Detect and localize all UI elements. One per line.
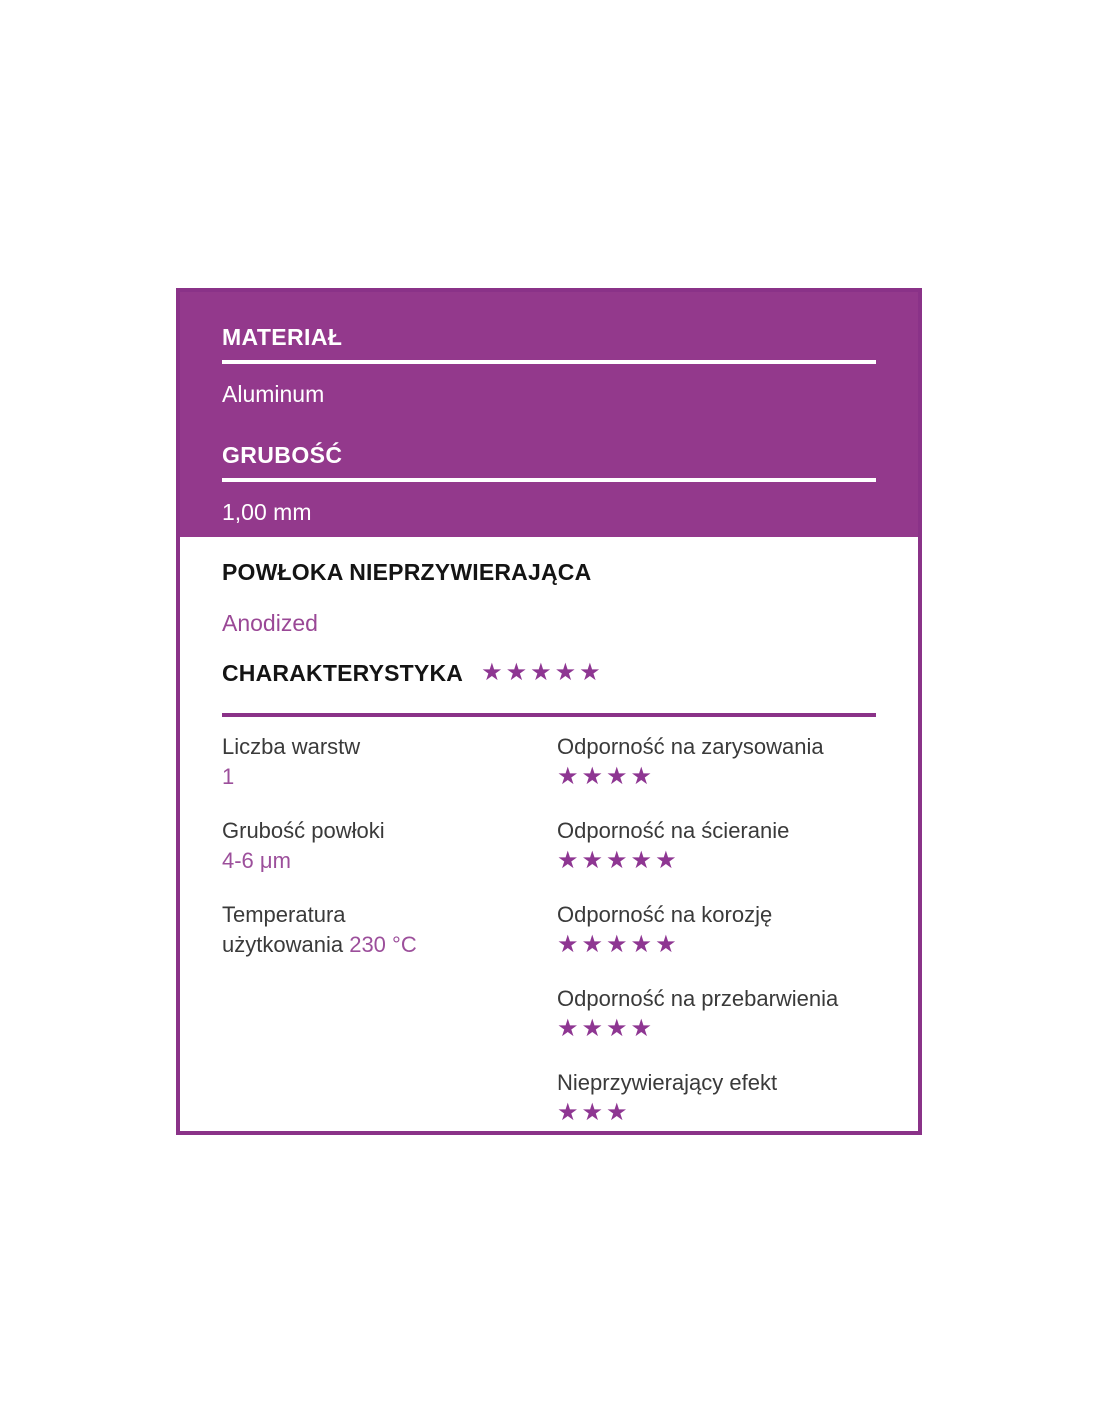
characteristics-label: CHARAKTERYSTYKA	[222, 659, 464, 686]
spec-label: Nieprzywierający efekt	[557, 1070, 778, 1095]
star-rating: ★★★★	[557, 763, 656, 790]
thickness-value: 1,00 mm	[222, 499, 312, 525]
characteristics-row	[222, 658, 876, 688]
star-rating: ★★★★	[557, 1015, 656, 1042]
thickness-divider	[222, 478, 876, 482]
spec-label: Liczba warstw	[222, 734, 361, 759]
coating-value: Anodized	[222, 610, 318, 636]
star-rating: ★★★	[557, 1099, 631, 1126]
spec-value: 4-6 μm	[222, 848, 291, 873]
spec-grid	[222, 732, 876, 1128]
spec-item-usage-temperature	[222, 900, 557, 960]
spec-label: Odporność na zarysowania	[557, 734, 824, 759]
spec-item-corrosion-resistance	[557, 900, 876, 960]
material-value: Aluminum	[222, 381, 325, 407]
spec-label: Temperatura	[222, 902, 346, 927]
star-rating: ★★★★★	[557, 847, 680, 874]
spec-item-discoloration-resistance	[557, 984, 876, 1044]
material-divider	[222, 360, 876, 364]
spec-label-line2	[222, 930, 557, 960]
coating-section-title: POWŁOKA NIEPRZYWIERAJĄCA	[222, 559, 592, 585]
product-spec-card	[176, 288, 922, 1135]
spec-item-coating-thickness	[222, 816, 557, 876]
characteristics-divider	[222, 713, 876, 717]
spec-value: 1	[222, 764, 235, 789]
spec-label: Grubość powłoki	[222, 818, 385, 843]
spec-card-body	[180, 537, 918, 1128]
spec-label-text: użytkowania	[222, 932, 344, 957]
spec-label: Odporność na korozję	[557, 902, 773, 927]
spec-item-nonstick-effect	[557, 1068, 876, 1128]
spec-item-abrasion-resistance	[557, 816, 876, 876]
spec-label: Odporność na ścieranie	[557, 818, 790, 843]
spec-card-header	[180, 292, 918, 537]
material-section-title: MATERIAŁ	[222, 324, 343, 350]
spec-item-layers	[222, 732, 557, 792]
star-rating: ★★★★★	[557, 931, 680, 958]
spec-value: 230 °C	[349, 932, 417, 957]
thickness-section-title: GRUBOŚĆ	[222, 442, 343, 468]
spec-label: Odporność na przebarwienia	[557, 986, 839, 1011]
characteristics-star-rating: ★★★★★	[481, 659, 604, 686]
spec-item-scratch-resistance	[557, 732, 876, 792]
